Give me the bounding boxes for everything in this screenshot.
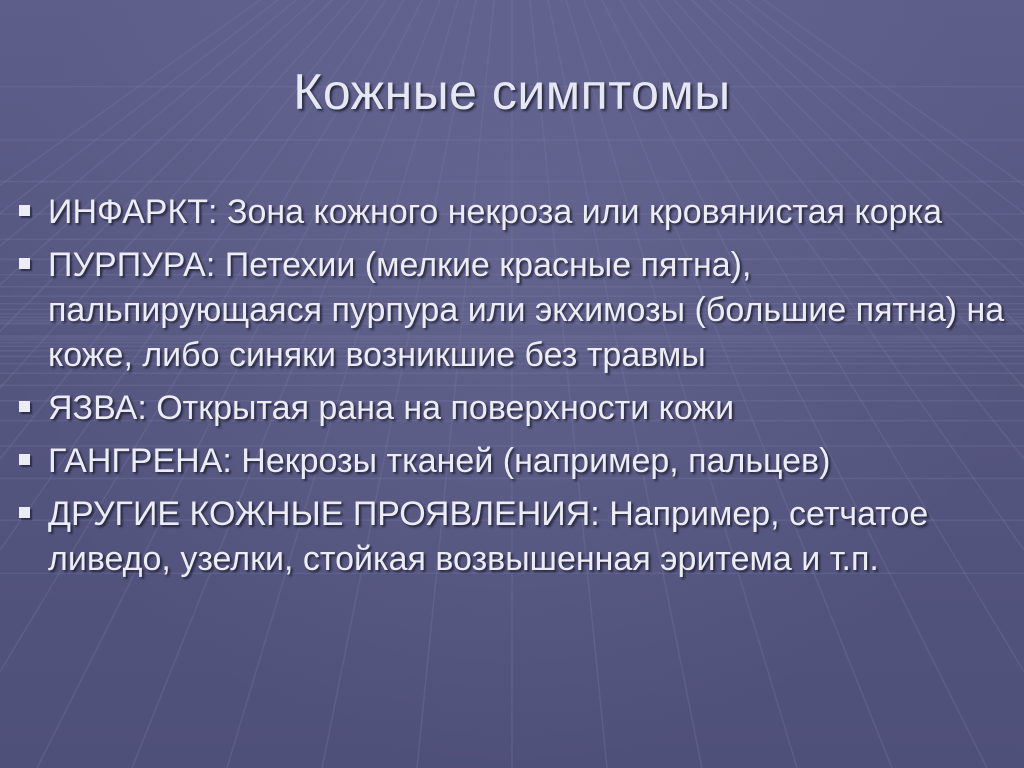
item-text: Зона кожного некроза или кровянистая корка xyxy=(226,193,943,231)
item-text: Некрозы тканей (например, пальцев) xyxy=(241,442,831,480)
item-separator: : xyxy=(205,246,225,284)
bullet-list xyxy=(16,190,1016,590)
item-separator: : xyxy=(137,389,157,427)
item-term: ЯЗВА xyxy=(48,389,138,427)
square-bullet-icon xyxy=(19,454,30,465)
item-separator: : xyxy=(222,442,242,480)
item-text: Открытая рана на поверхности кожи xyxy=(156,389,735,427)
slide-title: Кожные симптомы xyxy=(293,64,731,120)
item-term: ГАНГРЕНА xyxy=(48,442,223,480)
item-term: ИНФАРКТ xyxy=(48,193,209,231)
item-text: Например, сетчатое ливедо, узелки, стойкая возвышенная эритема и т.п. xyxy=(48,495,929,578)
list-item xyxy=(16,386,1016,431)
list-item xyxy=(16,190,1016,235)
item-term: ДРУГИЕ КОЖНЫЕ ПРОЯВЛЕНИЯ xyxy=(48,495,591,533)
list-item xyxy=(16,243,1016,378)
item-separator: : xyxy=(590,495,610,533)
square-bullet-icon xyxy=(19,258,30,269)
square-bullet-icon xyxy=(19,401,30,412)
list-item xyxy=(16,439,1016,484)
item-text: Петехии (мелкие красные пятна), пальпирующаяся пурпура или экхимозы (большие пятна) на коже, либо синяки возникшие без травмы xyxy=(48,246,1005,374)
square-bullet-icon xyxy=(19,507,30,518)
list-item xyxy=(16,492,1016,582)
item-separator: : xyxy=(208,193,227,231)
square-bullet-icon xyxy=(19,205,30,216)
item-term: ПУРПУРА xyxy=(48,246,206,284)
